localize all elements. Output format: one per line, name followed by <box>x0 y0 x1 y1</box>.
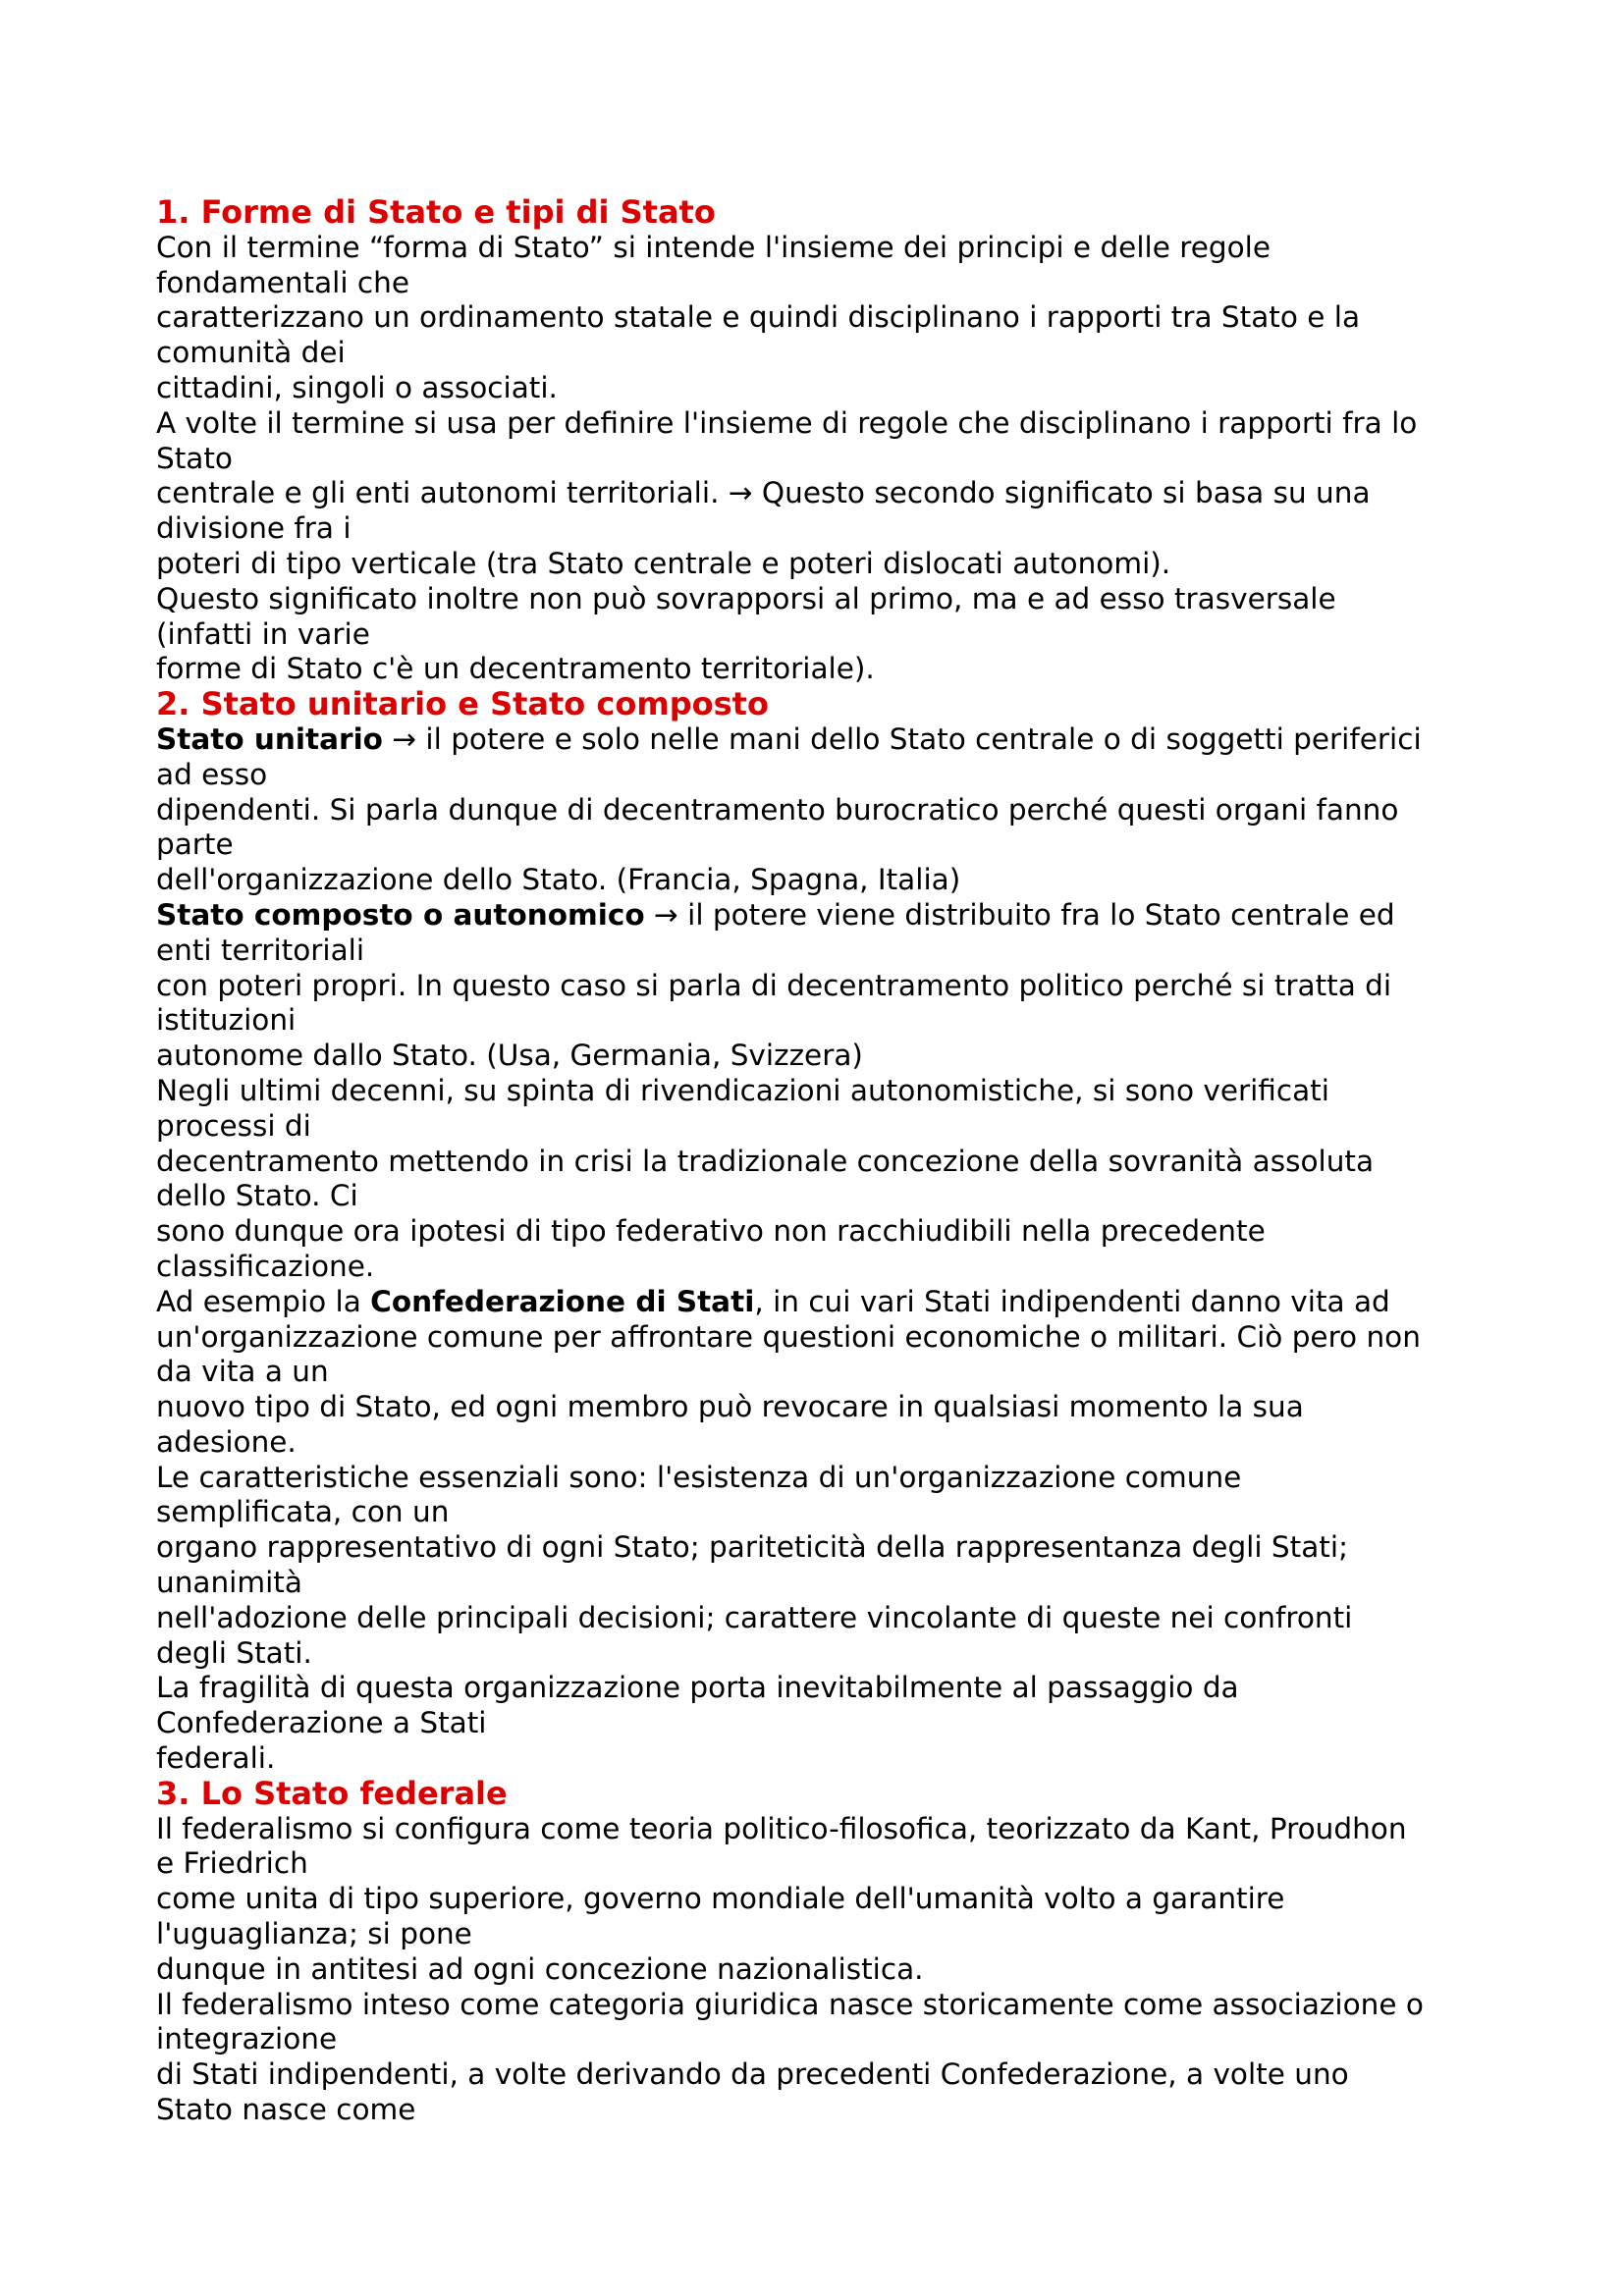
text-line <box>156 1285 1531 1320</box>
text-line: Questo significato inoltre non può sovrapporsi al primo, ma e ad esso trasversale <box>156 581 1336 615</box>
text-line: poteri di tipo verticale (tra Stato centrale e poteri dislocati autonomi). <box>156 546 1171 580</box>
text-line: da vita a un <box>156 1355 329 1389</box>
text-line: Confederazione a Stati <box>156 1706 487 1740</box>
text-line: l'uguaglianza; si pone <box>156 1917 472 1951</box>
text-line: federali. <box>156 1741 276 1776</box>
text-line: di Stati indipendenti, a volte derivando da precedenti Confederazione, a volte uno <box>156 2057 1349 2092</box>
text-line: come unita di tipo superiore, governo mondiale dell'umanità volto a garantire <box>156 1882 1285 1916</box>
text-line <box>156 898 1531 934</box>
text-line: organo rappresentativo di ogni Stato; pariteticità della rappresentanza degli Stati; <box>156 1530 1349 1565</box>
text-line: Stato <box>156 441 233 475</box>
text-line: divisione fra i <box>156 511 352 546</box>
text-line: sono dunque ora ipotesi di tipo federativo non racchiudibili nella precedente <box>156 1214 1266 1249</box>
text-line: Il federalismo inteso come categoria giuridica nasce storicamente come associazione o <box>156 1987 1424 2021</box>
text-line: unanimità <box>156 1566 302 1600</box>
text-line: adesione. <box>156 1424 297 1459</box>
text-line: semplificata, con un <box>156 1495 450 1529</box>
text-line: fondamentali che <box>156 265 409 299</box>
text-line: autonome dallo Stato. (Usa, Germania, Svizzera) <box>156 1039 863 1073</box>
text-line: centrale e gli enti autonomi territoriali. → Questo secondo significato si basa su una <box>156 476 1371 510</box>
text-line: dell'organizzazione dello Stato. (Francia, Spagna, Italia) <box>156 863 961 897</box>
text-line: Il federalismo si configura come teoria politico-filosofica, teorizzato da Kant, Proudhon <box>156 1811 1407 1845</box>
section-3-body <box>156 1812 1531 2128</box>
text-line: Negli ultimi decenni, su spinta di rivendicazioni autonomistiche, si sono verificati <box>156 1073 1329 1107</box>
text-line: nuovo tipo di Stato, ed ogni membro può revocare in qualsiasi momento la sua <box>156 1390 1304 1424</box>
text-line: classificazione. <box>156 1249 375 1283</box>
document-page <box>156 195 1531 2128</box>
text-line: un'organizzazione comune per affrontare questioni economiche o militari. Ciò pero non <box>156 1319 1421 1354</box>
text-line: nell'adozione delle principali decisioni; carattere vincolante di queste nei confronti <box>156 1600 1353 1634</box>
text-run: Ad esempio la <box>156 1284 371 1318</box>
section-1-body <box>156 231 1531 687</box>
text-line: parte <box>156 828 234 862</box>
section-3-heading: 3. Lo Stato federale <box>156 1774 508 1812</box>
text-line: dunque in antitesi ad ogni concezione nazionalistica. <box>156 1951 924 1986</box>
text-line: con poteri propri. In questo caso si parla di decentramento politico perché si tratta di <box>156 968 1392 1002</box>
text-line: degli Stati. <box>156 1635 312 1670</box>
text-line: La fragilità di questa organizzazione porta inevitabilmente al passaggio da <box>156 1671 1239 1705</box>
text-line: Stato nasce come <box>156 2093 416 2127</box>
text-line: Con il termine “forma di Stato” si intende l'insieme dei principi e delle regole <box>156 230 1271 264</box>
section-1-heading: 1. Forme di Stato e tipi di Stato <box>156 193 716 231</box>
text-line: decentramento mettendo in crisi la tradizionale concezione della sovranità assoluta <box>156 1144 1375 1178</box>
text-line: A volte il termine si usa per definire l'insieme di regole che disciplinano i rapporti fra lo <box>156 405 1418 440</box>
text-run: → il potere e solo nelle mani dello Stato centrale o di soggetti periferici <box>382 721 1422 756</box>
text-line: Le caratteristiche essenziali sono: l'esistenza di un'organizzazione comune <box>156 1460 1242 1494</box>
text-line: comunità dei <box>156 336 346 370</box>
text-line: forme di Stato c'è un decentramento territoriale). <box>156 652 875 686</box>
text-line: enti territoriali <box>156 933 365 967</box>
text-line <box>156 722 1531 758</box>
term-confederazione: Confederazione di Stati <box>370 1284 755 1318</box>
text-line: e Friedrich <box>156 1846 308 1881</box>
text-line: integrazione <box>156 2022 338 2056</box>
section-2-heading: 2. Stato unitario e Stato composto <box>156 685 769 723</box>
text-run: → il potere viene distribuito fra lo Stato centrale ed <box>644 897 1395 932</box>
text-line: dipendenti. Si parla dunque di decentramento burocratico perché questi organi fanno <box>156 792 1399 827</box>
text-line: (infatti in varie <box>156 616 370 651</box>
text-run: , in cui vari Stati indipendenti danno vita ad <box>754 1284 1390 1318</box>
text-line: caratterizzano un ordinamento statale e quindi disciplinano i rapporti tra Stato e la <box>156 300 1361 335</box>
section-2-body <box>156 722 1531 1777</box>
term-stato-composto: Stato composto o autonomico <box>156 897 645 932</box>
text-line: dello Stato. Ci <box>156 1179 358 1213</box>
text-line: istituzioni <box>156 1003 297 1038</box>
text-line: processi di <box>156 1108 311 1143</box>
text-line: cittadini, singoli o associati. <box>156 370 558 404</box>
term-stato-unitario: Stato unitario <box>156 721 383 756</box>
text-line: ad esso <box>156 757 268 791</box>
